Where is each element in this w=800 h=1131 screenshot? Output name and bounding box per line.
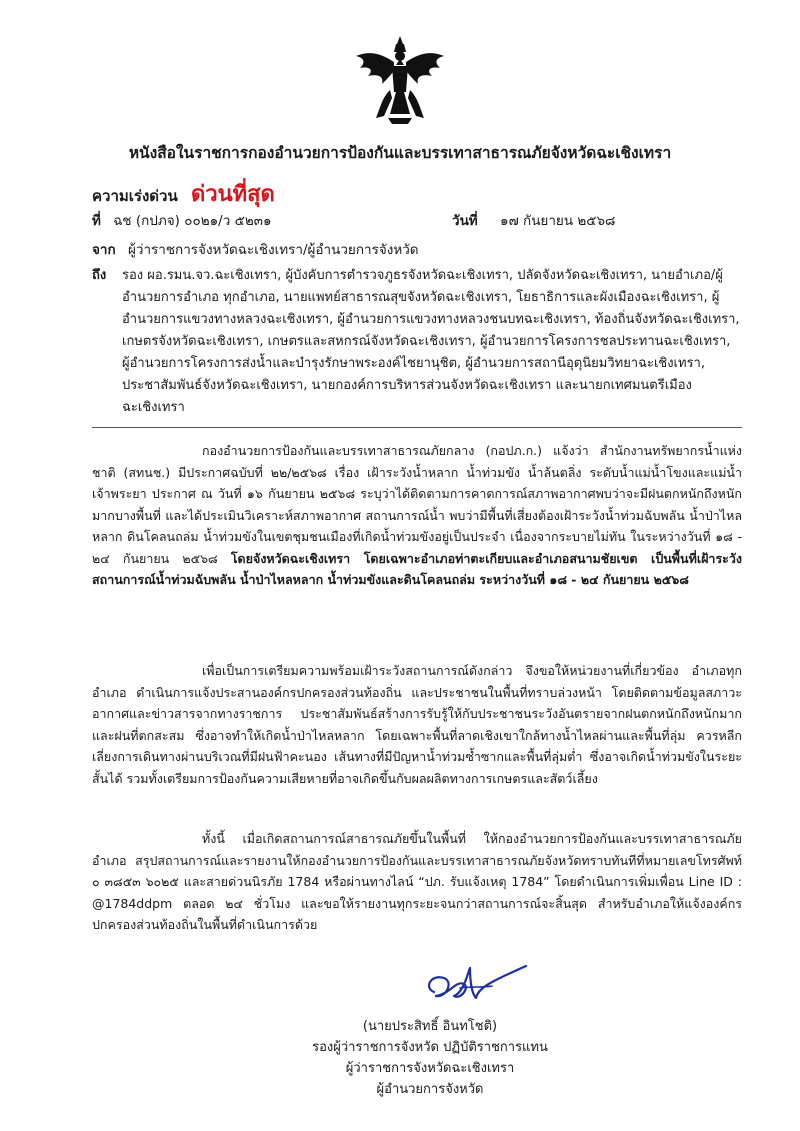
from-row <box>92 238 419 260</box>
to-value: รอง ผอ.รมน.จว.ฉะเชิงเทรา, ผู้บังคับการตำรวจภูธรจังหวัดฉะเชิงเทรา, ปลัดจังหวัดฉะเชิงเทรา, นายอำเภอ/ผู้อำนวยการอำเภอ ทุกอำเภอ, นายแพทย์สาธารณสุขจังหวัดฉะเชิงเทรา, โยธาธิการและผังเมืองฉะเชิงเทรา, ผู้อำนวยการแขวงทางหลวงฉะเชิงเทรา, ผู้อำนวยการแขวงทางหลวงชนบทฉะเชิงเทรา, ท้องถิ่นจังหวัดฉะเชิงเทรา, เกษตรจังหวัดฉะเชิงเทรา, เกษตรและสหกรณ์จังหวัดฉะเชิงเทรา, ผู้อำนวยการโครงการชลประทานฉะเชิงเทรา, ผู้อำนวยการโครงการส่งน้ำและบำรุงรักษาพระองค์ไชยานุชิต, ผู้อำนวยการสถานีอุตุนิยมวิทยาฉะเชิงเทรา, ประชาสัมพันธ์จังหวัดฉะเชิงเทรา, นายกองค์การบริหารส่วนจังหวัดฉะเชิงเทรา และนายกเทศมนตรีเมืองฉะเชิงเทรา <box>122 268 740 415</box>
signer-position-2: ผู้ว่าราชการจังหวัดฉะเชิงเทรา <box>345 1061 515 1076</box>
signer-position-1: รองผู้ว่าราชการจังหวัด ปฏิบัติราชการแทน <box>312 1040 548 1055</box>
doc-number-label: ที่ <box>92 213 101 229</box>
document-title: หนังสือในราชการกองอำนวยการป้องกันและบรรเทาสาธารณภัยจังหวัดฉะเชิงเทรา <box>128 144 672 162</box>
paragraph-2: เพื่อเป็นการเตรียมความพร้อมเฝ้าระวังสถานการณ์ดังกล่าว จึงขอให้หน่วยงานที่เกี่ยวข้อง อำเภอทุกอำเภอ ดำเนินการแจ้งประสานองค์กรปกครองส่วนท้องถิ่น และประชาชนในพื้นที่ทราบล่วงหน้า โดยติดตามข้อมูลสภาวะอากาศและข่าวสารจากทางราชการ ประชาสัมพันธ์สร้างการรับรู้ให้กับประชาชนระวังอันตรายจากฝนตกหนักถึงหนักมาก และฝนที่ตกสะสม ซึ่งอาจทำให้เกิดน้ำป่าไหลหลาก โดยเฉพาะพื้นที่ลาดเชิงเขาใกล้ทางน้ำไหลผ่านและพื้นที่ลุ่ม ควรหลีกเลี่ยงการเดินทางผ่านบริเวณที่มีฝนฟ้าคะนอง เส้นทางที่มีปัญหาน้ำท่วมซ้ำซากและพื้นที่ลุ่มต่ำ ซึ่งอาจเกิดน้ำท่วมขังในระยะสั้นได้ รวมทั้งเตรียมการป้องกันความเสียหายที่อาจเกิดขึ้นกับผลผลิตทางการเกษตรและสัตว์เลี้ยง <box>92 663 742 786</box>
urgency-label: ความเร่งด่วน <box>92 187 178 205</box>
paragraph-1-text: กองอำนวยการป้องกันและบรรเทาสาธารณภัยกลาง (กอปภ.ก.) แจ้งว่า สำนักงานทรัพยากรน้ำแห่งชาติ (สทนช.) มีประกาศฉบับที่ ๒๒/๒๕๖๘ เรื่อง เฝ้าระวังน้ำหลาก น้ำท่วมขัง น้ำล้นตลิ่ง ระดับน้ำแม่น้ำโขงและแม่น้ำเจ้าพระยา ประกาศ ณ วันที่ ๑๖ กันยายน ๒๕๖๘ ระบุว่าได้ติดตามการคาดการณ์สภาพอากาศพบว่าจะมีฝนตกหนักถึงหนักมากบางพื้นที่ และได้ประเมินวิเคราะห์สภาพอากาศ สถานการณ์น้ำ พบว่ามีพื้นที่เสี่ยงต้องเฝ้าระวังน้ำท่วมฉับพลัน น้ำป่าไหลหลาก ดินโคลนถล่ม น้ำท่วมขังในเขตชุมชนเมืองที่เกิดน้ำท่วมขังอยู่เป็นประจำ เนื่องจากระบายไม่ทัน ในระหว่างวันที่ ๑๘ - ๒๔ กันยายน ๒๕๖๘ <box>92 443 742 566</box>
date-row <box>452 209 615 231</box>
signature-block <box>300 1016 560 1100</box>
doc-number-value: ฉช (กปภจ) ๐๐๒๑/ว ๕๒๓๑ <box>113 213 272 229</box>
urgency-level: ด่วนที่สุด <box>190 182 275 207</box>
signer-name: (นายประสิทธิ์ อินทโชติ) <box>362 1019 498 1034</box>
signer-position-3: ผู้อำนวยการจังหวัด <box>376 1082 484 1097</box>
date-label: วันที่ <box>452 213 478 229</box>
urgency-row <box>92 176 275 211</box>
garuda-emblem-icon <box>352 32 448 128</box>
signature-icon <box>420 958 530 1008</box>
to-row <box>92 265 742 419</box>
to-label: ถึง <box>92 268 107 283</box>
paragraph-1-bold: โดยจังหวัดฉะเชิงเทรา โดยเฉพาะอำเภอท่าตะเกียบและอำเภอสนามชัยเขต เป็นพื้นที่เฝ้าระวังสถานการณ์น้ำท่วมฉับพลัน น้ำป่าไหลหลาก น้ำท่วมขังและดินโคลนถล่ม ระหว่างวันที่ ๑๘ - ๒๔ กันยายน ๒๕๖๘ <box>92 550 742 587</box>
from-value: ผู้ว่าราชการจังหวัดฉะเชิงเทรา/ผู้อำนวยการจังหวัด <box>127 242 419 258</box>
from-label: จาก <box>92 242 116 258</box>
doc-number-row <box>92 209 272 231</box>
paragraph-3: ทั้งนี้ เมื่อเกิดสถานการณ์สาธารณภัยขึ้นในพื้นที่ ให้กองอำนวยการป้องกันและบรรเทาสาธารณภัยอำเภอ สรุปสถานการณ์และรายงานให้กองอำนวยการป้องกันและบรรเทาสาธารณภัยจังหวัดทราบทันทีที่หมายเลขโทรศัพท์ ๐ ๓๘๕๓ ๖๐๒๕ และสายด่วนนิรภัย 1784 หรือผ่านทางไลน์ “ปภ. รับแจ้งเหตุ 1784” โดยดำเนินการเพิ่มเพื่อน Line ID : @1784ddpm ตลอด ๒๔ ชั่วโมง และขอให้รายงานทุกระยะจนกว่าสถานการณ์จะสิ้นสุด สำหรับอำเภอให้แจ้งองค์กรปกครองส่วนท้องถิ่นในพื้นที่ดำเนินการด้วย <box>92 831 742 932</box>
divider <box>92 427 742 428</box>
date-value: ๑๗ กันยายน ๒๕๖๘ <box>500 213 616 229</box>
paragraph-1 <box>92 440 742 591</box>
